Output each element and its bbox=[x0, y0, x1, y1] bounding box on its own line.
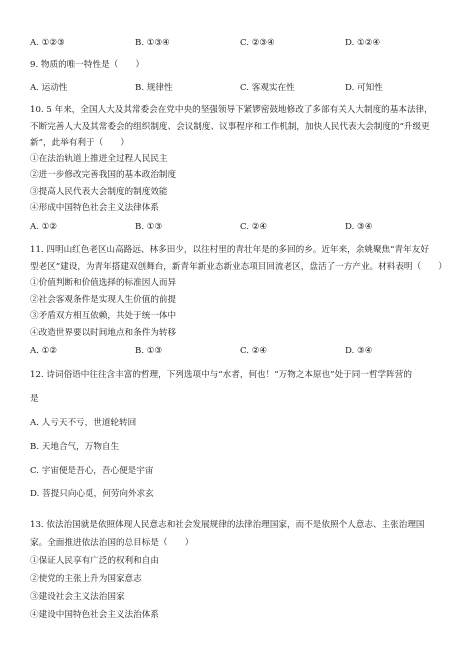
q10-option-d: D. ③④ bbox=[345, 222, 373, 232]
q9-option-b: B. 规律性 bbox=[135, 83, 173, 93]
q9-option-d: D. 可知性 bbox=[345, 83, 383, 93]
q10-item: ①在法治轨道上推进全过程人民民主 bbox=[30, 154, 168, 164]
q11-item: ②社会客观条件是实现人生价值的前提 bbox=[30, 295, 177, 305]
q10-item: ③提高人民代表大会制度的制度效能 bbox=[30, 187, 168, 197]
q10-stem-line: 10. 5 年来，全国人大及其常委会在党中央的坚强领导下紧锣密鼓地修改了多部有关人大制度的基本法律， bbox=[30, 105, 433, 115]
q9-option-a: A. 运动性 bbox=[30, 83, 68, 93]
q8-option-b: B. ①③④ bbox=[135, 38, 170, 48]
q10-option-b: B. ①③ bbox=[135, 222, 163, 232]
q11-item: ④改造世界要以时间地点和条件为转移 bbox=[30, 328, 177, 338]
q13-item: ④建设中国特色社会主义法治体系 bbox=[30, 610, 159, 620]
q11-stem-line: 11. 四明山红色老区山高路远、林多田少，以往村里的青壮年是的多回的乡。近年来，余姚聚焦“青年友好 bbox=[30, 245, 429, 255]
q10-option-a: A. ①② bbox=[30, 222, 58, 232]
q11-option-c: C. ②④ bbox=[240, 346, 268, 356]
q13-item: ③建设社会主义法治国家 bbox=[30, 592, 125, 602]
q12-choice-b: B. 天地合气，万物自生 bbox=[30, 442, 120, 452]
q12-choice-c: C. 宇宙便是吾心，吾心便是宇宙 bbox=[30, 466, 154, 476]
q11-item: ①价值判断和价值选择的标准因人而异 bbox=[30, 278, 177, 288]
q9-stem: 9. 物质的唯一特性是（ ） bbox=[30, 60, 145, 70]
q11-item: ③矛盾双方相互依赖，共处于统一体中 bbox=[30, 311, 177, 321]
q11-option-a: A. ①② bbox=[30, 346, 58, 356]
q13-stem-line: 家。全面推进依法治国的总目标是（ ） bbox=[30, 538, 194, 548]
q9-option-c: C. 客观实在性 bbox=[240, 83, 295, 93]
q10-item: ④形成中国特色社会主义法律体系 bbox=[30, 203, 159, 213]
q8-option-a: A. ①②③ bbox=[30, 38, 65, 48]
q13-item: ②使党的主张上升为国家意志 bbox=[30, 574, 142, 584]
q8-option-c: C. ②③④ bbox=[240, 38, 275, 48]
q12-choice-d: D. 菩提只向心觅，何劳向外求玄 bbox=[30, 489, 154, 499]
q12-stem-line: 是 bbox=[30, 394, 39, 404]
q11-option-d: D. ③④ bbox=[345, 346, 373, 356]
q10-stem-line: 新”，此举有利于（ ） bbox=[30, 138, 129, 148]
q13-stem-line: 13. 依法治国就是依照体现人民意志和社会发展规律的法律治理国家，而不是依照个人意志、主张治理国 bbox=[30, 520, 425, 530]
q11-option-b: B. ①③ bbox=[135, 346, 163, 356]
q12-stem-line: 12. 诗词俗语中往往含丰富的哲理，下列选项中与“水者，何也！”万物之本原也”处于同一哲学阵营的 bbox=[30, 370, 412, 380]
q10-stem-line: 不断完善人大及其常委会的组织制度、会议制度、议事程序和工作机制，加快人民代表大会制度的“升级更 bbox=[30, 122, 430, 132]
q11-stem-line: 型老区”建设，为青年搭建双创舞台，新青年新业态新业态项目回流老区，盘活了一方产业。材料表明（ ） bbox=[30, 262, 447, 272]
q10-item: ②进一步修改完善我国的基本政治制度 bbox=[30, 170, 177, 180]
q10-option-c: C. ②④ bbox=[240, 222, 268, 232]
q8-option-d: D. ①②④ bbox=[345, 38, 381, 48]
q12-choice-a: A. 人亏天不亏，世道轮转回 bbox=[30, 418, 137, 428]
q13-item: ①保证人民享有广泛的权利和自由 bbox=[30, 556, 159, 566]
